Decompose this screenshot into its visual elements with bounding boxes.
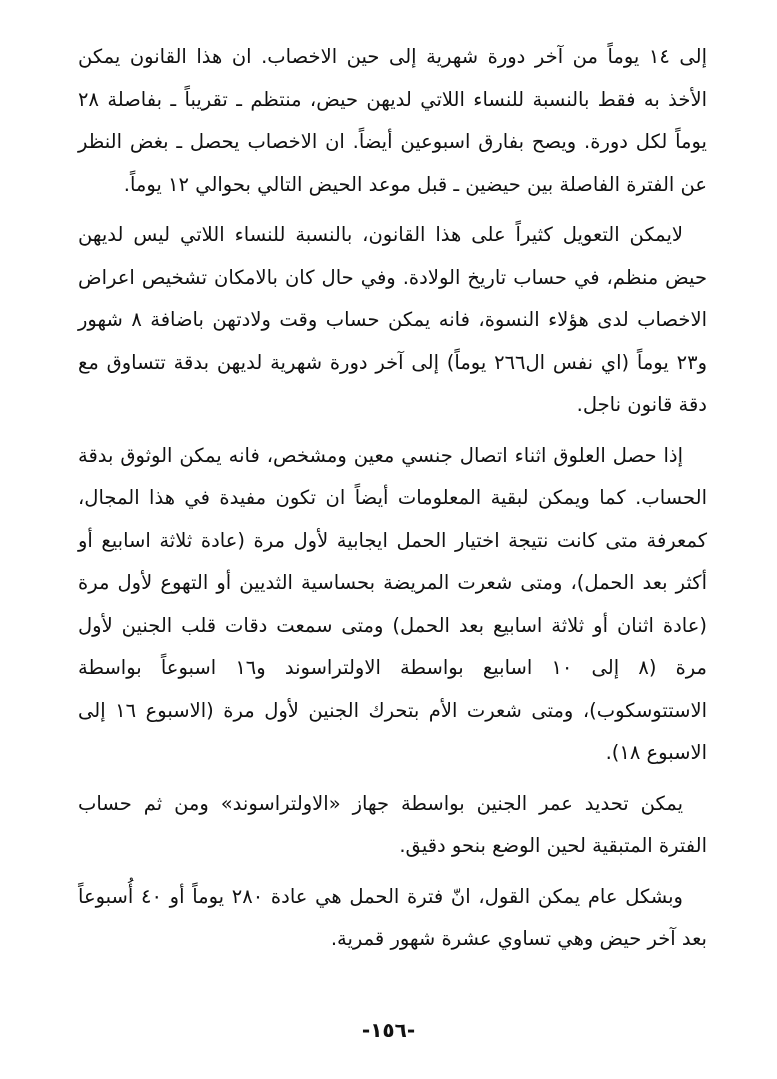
paragraph-4: يمكن تحديد عمر الجنين بواسطة جهاز «الاولتراسوند» ومن ثم حساب الفترة المتبقية لحين الوضع بنحو دقيق. <box>78 791 707 857</box>
page-body <box>78 36 707 969</box>
page-number: -١٥٦- <box>361 1018 416 1042</box>
paragraph-5: وبشكل عام يمكن القول، انّ فترة الحمل هي عادة ٢٨٠ يوماً أو ٤٠ أُسبوعاً بعد آخر حيض وهي تساوي عشرة شهور قمرية. <box>78 884 707 950</box>
paragraph-2: لايمكن التعويل كثيراً على هذا القانون، بالنسبة للنساء اللاتي ليس لديهن حيض منظم، في حساب تاريخ الولادة. وفي حال كان بالامكان تشخيص اعراض الاخصاب لدى هؤلاء النسوة، فانه يمكن حساب وقت ولادتهن باضافة ٨ شهور و٢٣ يوماً (اي نفس ال٢٦٦ يوماً) إلى آخر دورة شهرية لديهن بدقة تتساوق مع دقة قانون ناجل. <box>78 223 707 416</box>
paragraph-1: إلى ١٤ يوماً من آخر دورة شهرية إلى حين الاخصاب. ان هذا القانون يمكن الأخذ به فقط بالنسبة للنساء اللاتي لديهن حيض، منتظم ـ تقريباً ـ بفاصلة ٢٨ يوماً لكل دورة. ويصح بفارق اسبوعين أيضاً. ان الاخصاب يحصل ـ بغض النظر عن الفترة الفاصلة بين حيضين ـ قبل موعد الحيض التالي بحوالي ١٢ يوماً. <box>78 45 707 196</box>
paragraph-3: إذا حصل العلوق اثناء اتصال جنسي معين ومشخص، فانه يمكن الوثوق بدقة الحساب. كما ويمكن لبقية المعلومات أيضاً ان تكون مفيدة في هذا المجال، كمعرفة متى كانت نتيجة اختيار الحمل ايجابية لأول مرة (عادة ثلاثة اسابيع أو أكثر بعد الحمل)، ومتى شعرت المريضة بحساسية الثديين أو التهوع لأول مرة (عادة اثنان أو ثلاثة اسابيع بعد الحمل) ومتى سمعت دقات قلب الجنين لأول مرة (٨ إلى ١٠ اسابيع بواسطة الاولتراسوند و١٦ اسبوعاً بواسطة الاستتوسكوب)، ومتى شعرت الأم بتحرك الجنين لأول مرة (الاسبوع ١٦ إلى الاسبوع ١٨). <box>78 443 708 764</box>
